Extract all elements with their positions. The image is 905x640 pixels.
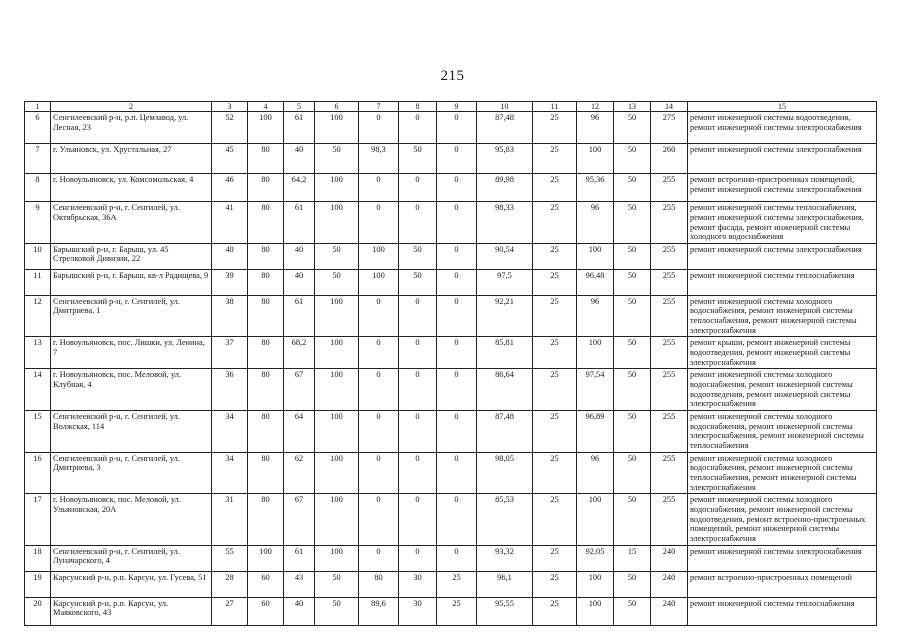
row-number: 12 <box>25 295 51 337</box>
value-cell: 97,5 <box>477 269 533 295</box>
value-cell: 100 <box>248 112 284 144</box>
value-cell: 50 <box>614 494 651 545</box>
value-cell: 25 <box>437 597 477 625</box>
table-row <box>25 243 877 269</box>
value-cell: 0 <box>399 452 437 494</box>
page-number: 215 <box>440 68 465 84</box>
value-cell: 50 <box>399 269 437 295</box>
value-cell: 0 <box>437 369 477 411</box>
row-number: 6 <box>25 112 51 144</box>
value-cell: 0 <box>437 174 477 202</box>
value-cell: 50 <box>315 144 359 174</box>
value-cell: 25 <box>533 452 577 494</box>
value-cell: 80 <box>248 369 284 411</box>
address-cell: г. Ульяновск, ул. Хрустальная, 27 <box>51 144 212 174</box>
score-cell: 260 <box>651 144 688 174</box>
value-cell: 0 <box>399 202 437 244</box>
value-cell: 95,36 <box>577 174 614 202</box>
table-row <box>25 369 877 411</box>
value-cell: 40 <box>284 144 315 174</box>
address-cell: Сенгилеевский р-н, г. Сенгилей, ул. Луначарского, 4 <box>51 545 212 571</box>
value-cell: 96,89 <box>577 411 614 453</box>
value-cell: 92,21 <box>477 295 533 337</box>
value-cell: 95,55 <box>477 597 533 625</box>
value-cell: 38 <box>212 295 248 337</box>
table-row <box>25 112 877 144</box>
value-cell: 40 <box>284 243 315 269</box>
column-header: 7 <box>359 102 399 112</box>
column-header: 8 <box>399 102 437 112</box>
score-cell: 255 <box>651 452 688 494</box>
value-cell: 39 <box>212 269 248 295</box>
value-cell: 25 <box>533 112 577 144</box>
works-cell: ремонт инженерной системы электроснабжения <box>688 545 877 571</box>
value-cell: 0 <box>359 494 399 545</box>
value-cell: 50 <box>614 597 651 625</box>
table-row <box>25 295 877 337</box>
value-cell: 0 <box>437 411 477 453</box>
score-cell: 255 <box>651 411 688 453</box>
score-cell: 255 <box>651 202 688 244</box>
value-cell: 67 <box>284 494 315 545</box>
value-cell: 25 <box>533 295 577 337</box>
value-cell: 0 <box>359 112 399 144</box>
column-header: 5 <box>284 102 315 112</box>
column-header: 1 <box>25 102 51 112</box>
value-cell: 25 <box>533 269 577 295</box>
table-row <box>25 411 877 453</box>
address-cell: Карсунский р-н, р.п. Карсун, ул. Гусева, 51 <box>51 571 212 597</box>
value-cell: 0 <box>359 337 399 369</box>
address-cell: г. Новоульяновск, пос. Меловой, ул. Клубная, 4 <box>51 369 212 411</box>
value-cell: 50 <box>614 243 651 269</box>
column-header: 10 <box>477 102 533 112</box>
row-number: 18 <box>25 545 51 571</box>
value-cell: 95,83 <box>477 144 533 174</box>
value-cell: 80 <box>248 202 284 244</box>
score-cell: 275 <box>651 112 688 144</box>
value-cell: 50 <box>614 269 651 295</box>
value-cell: 62 <box>284 452 315 494</box>
value-cell: 100 <box>359 243 399 269</box>
value-cell: 0 <box>399 369 437 411</box>
value-cell: 100 <box>577 494 614 545</box>
value-cell: 100 <box>315 494 359 545</box>
address-cell: г. Новоульяновск, ул. Комсомольская, 4 <box>51 174 212 202</box>
address-cell: Сенгилеевский р-н, г. Сенгилей, ул. Дмитриева, 1 <box>51 295 212 337</box>
value-cell: 100 <box>315 174 359 202</box>
score-cell: 255 <box>651 369 688 411</box>
column-header: 6 <box>315 102 359 112</box>
value-cell: 92,05 <box>577 545 614 571</box>
value-cell: 43 <box>284 571 315 597</box>
value-cell: 100 <box>315 411 359 453</box>
value-cell: 0 <box>359 411 399 453</box>
works-cell: ремонт инженерной системы холодного водоснабжения, ремонт инженерной системы теплоснабжения, ремонт инженерной системы электроснабжения <box>688 452 877 494</box>
value-cell: 98,05 <box>477 452 533 494</box>
value-cell: 25 <box>533 494 577 545</box>
value-cell: 50 <box>614 337 651 369</box>
row-number: 19 <box>25 571 51 597</box>
value-cell: 100 <box>577 597 614 625</box>
row-number: 10 <box>25 243 51 269</box>
value-cell: 80 <box>359 571 399 597</box>
value-cell: 100 <box>577 243 614 269</box>
value-cell: 0 <box>437 202 477 244</box>
value-cell: 50 <box>315 269 359 295</box>
value-cell: 61 <box>284 545 315 571</box>
column-header: 2 <box>51 102 212 112</box>
value-cell: 0 <box>437 295 477 337</box>
value-cell: 0 <box>359 295 399 337</box>
value-cell: 68,2 <box>284 337 315 369</box>
score-cell: 255 <box>651 174 688 202</box>
table-row <box>25 202 877 244</box>
address-cell: Барышский р-н, г. Барыш, ул. 45 Стрелковой Дивизии, 22 <box>51 243 212 269</box>
works-cell: ремонт инженерной системы водоотведения, ремонт инженерной системы электроснабжения <box>688 112 877 144</box>
value-cell: 25 <box>533 545 577 571</box>
value-cell: 100 <box>315 295 359 337</box>
score-cell: 240 <box>651 545 688 571</box>
row-number: 7 <box>25 144 51 174</box>
value-cell: 50 <box>614 411 651 453</box>
column-header: 11 <box>533 102 577 112</box>
score-cell: 255 <box>651 337 688 369</box>
column-header: 15 <box>688 102 877 112</box>
value-cell: 0 <box>437 337 477 369</box>
value-cell: 96 <box>577 202 614 244</box>
value-cell: 50 <box>614 112 651 144</box>
value-cell: 96 <box>577 452 614 494</box>
table-row <box>25 452 877 494</box>
table-header-row <box>25 102 877 112</box>
works-cell: ремонт инженерной системы холодного водоснабжения, ремонт инженерной системы водоотведения, ремонт встроенно-пристроенных помещений, ремонт инженерной системы электроснабжения <box>688 494 877 545</box>
value-cell: 80 <box>248 411 284 453</box>
value-cell: 86,64 <box>477 369 533 411</box>
value-cell: 61 <box>284 112 315 144</box>
value-cell: 96 <box>577 112 614 144</box>
value-cell: 87,48 <box>477 411 533 453</box>
column-header: 3 <box>212 102 248 112</box>
table-row <box>25 597 877 625</box>
value-cell: 41 <box>212 202 248 244</box>
value-cell: 0 <box>399 174 437 202</box>
value-cell: 100 <box>359 269 399 295</box>
value-cell: 50 <box>614 571 651 597</box>
column-header: 13 <box>614 102 651 112</box>
row-number: 14 <box>25 369 51 411</box>
address-cell: Сенгилеевский р-н, г. Сенгилей, ул. Октябрьская, 36А <box>51 202 212 244</box>
value-cell: 85,81 <box>477 337 533 369</box>
value-cell: 40 <box>284 597 315 625</box>
value-cell: 50 <box>614 452 651 494</box>
row-number: 15 <box>25 411 51 453</box>
value-cell: 96 <box>577 295 614 337</box>
value-cell: 28 <box>212 571 248 597</box>
value-cell: 64 <box>284 411 315 453</box>
value-cell: 100 <box>315 545 359 571</box>
value-cell: 80 <box>248 452 284 494</box>
table-row <box>25 571 877 597</box>
value-cell: 67 <box>284 369 315 411</box>
value-cell: 89,98 <box>477 174 533 202</box>
value-cell: 0 <box>437 452 477 494</box>
value-cell: 30 <box>399 571 437 597</box>
value-cell: 0 <box>399 494 437 545</box>
value-cell: 0 <box>399 411 437 453</box>
value-cell: 100 <box>248 545 284 571</box>
address-cell: г. Новоульяновск, пос. Меловой, ул. Ульяновская, 20А <box>51 494 212 545</box>
value-cell: 64,2 <box>284 174 315 202</box>
value-cell: 80 <box>248 337 284 369</box>
value-cell: 96,1 <box>477 571 533 597</box>
value-cell: 85,53 <box>477 494 533 545</box>
value-cell: 25 <box>533 202 577 244</box>
value-cell: 97,54 <box>577 369 614 411</box>
value-cell: 31 <box>212 494 248 545</box>
value-cell: 27 <box>212 597 248 625</box>
works-cell: ремонт инженерной системы электроснабжения <box>688 144 877 174</box>
address-cell: г. Новоульяновск, пос. Лишки, ул. Ленина, 7 <box>51 337 212 369</box>
value-cell: 0 <box>359 452 399 494</box>
works-cell: ремонт встроенно-пристроенных помещений, ремонт инженерной системы электроснабжения <box>688 174 877 202</box>
table-row <box>25 337 877 369</box>
value-cell: 96,48 <box>577 269 614 295</box>
row-number: 9 <box>25 202 51 244</box>
works-cell: ремонт инженерной системы электроснабжения <box>688 243 877 269</box>
value-cell: 50 <box>614 369 651 411</box>
value-cell: 87,48 <box>477 112 533 144</box>
address-cell: Карсунский р-н, р.п. Карсун, ул. Маяковского, 43 <box>51 597 212 625</box>
row-number: 8 <box>25 174 51 202</box>
value-cell: 50 <box>315 597 359 625</box>
value-cell: 25 <box>533 144 577 174</box>
row-number: 11 <box>25 269 51 295</box>
value-cell: 40 <box>284 269 315 295</box>
score-cell: 255 <box>651 494 688 545</box>
value-cell: 34 <box>212 411 248 453</box>
value-cell: 100 <box>315 202 359 244</box>
value-cell: 0 <box>437 144 477 174</box>
value-cell: 50 <box>315 243 359 269</box>
value-cell: 100 <box>577 571 614 597</box>
value-cell: 61 <box>284 202 315 244</box>
works-cell: ремонт инженерной системы холодного водоснабжения, ремонт инженерной системы электроснабжения, ремонт инженерной системы теплоснабжения <box>688 411 877 453</box>
works-cell: ремонт инженерной системы теплоснабжения <box>688 269 877 295</box>
value-cell: 30 <box>399 597 437 625</box>
value-cell: 89,6 <box>359 597 399 625</box>
value-cell: 93,32 <box>477 545 533 571</box>
works-cell: ремонт инженерной системы теплоснабжения, ремонт инженерной системы электроснабжения, ремонт фасада, ремонт инженерной системы холодного водоснабжения <box>688 202 877 244</box>
value-cell: 98,33 <box>477 202 533 244</box>
value-cell: 100 <box>577 337 614 369</box>
value-cell: 0 <box>437 243 477 269</box>
row-number: 20 <box>25 597 51 625</box>
works-cell: ремонт инженерной системы холодного водоснабжения, ремонт инженерной системы теплоснабжения, ремонт инженерной системы электроснабжения <box>688 295 877 337</box>
value-cell: 50 <box>614 202 651 244</box>
value-cell: 34 <box>212 452 248 494</box>
value-cell: 0 <box>437 112 477 144</box>
value-cell: 0 <box>399 295 437 337</box>
column-header: 14 <box>651 102 688 112</box>
value-cell: 0 <box>359 545 399 571</box>
value-cell: 100 <box>315 337 359 369</box>
value-cell: 40 <box>212 243 248 269</box>
value-cell: 0 <box>399 337 437 369</box>
value-cell: 80 <box>248 243 284 269</box>
value-cell: 0 <box>437 494 477 545</box>
value-cell: 50 <box>315 571 359 597</box>
value-cell: 60 <box>248 597 284 625</box>
value-cell: 50 <box>614 144 651 174</box>
value-cell: 80 <box>248 269 284 295</box>
value-cell: 25 <box>533 411 577 453</box>
value-cell: 46 <box>212 174 248 202</box>
value-cell: 36 <box>212 369 248 411</box>
value-cell: 0 <box>399 112 437 144</box>
works-cell: ремонт встроенно-пристроенных помещений <box>688 571 877 597</box>
table-row <box>25 174 877 202</box>
column-header: 9 <box>437 102 477 112</box>
score-cell: 255 <box>651 243 688 269</box>
housing-repair-table <box>24 101 877 626</box>
column-header: 12 <box>577 102 614 112</box>
value-cell: 80 <box>248 494 284 545</box>
value-cell: 61 <box>284 295 315 337</box>
table-row <box>25 144 877 174</box>
row-number: 17 <box>25 494 51 545</box>
value-cell: 0 <box>399 545 437 571</box>
score-cell: 240 <box>651 571 688 597</box>
value-cell: 60 <box>248 571 284 597</box>
value-cell: 98,3 <box>359 144 399 174</box>
value-cell: 0 <box>437 269 477 295</box>
value-cell: 0 <box>359 202 399 244</box>
value-cell: 25 <box>533 243 577 269</box>
column-header: 4 <box>248 102 284 112</box>
row-number: 16 <box>25 452 51 494</box>
value-cell: 25 <box>533 571 577 597</box>
value-cell: 50 <box>614 295 651 337</box>
value-cell: 100 <box>315 452 359 494</box>
value-cell: 37 <box>212 337 248 369</box>
value-cell: 25 <box>533 337 577 369</box>
value-cell: 80 <box>248 174 284 202</box>
score-cell: 240 <box>651 597 688 625</box>
score-cell: 255 <box>651 269 688 295</box>
value-cell: 55 <box>212 545 248 571</box>
value-cell: 80 <box>248 295 284 337</box>
row-number: 13 <box>25 337 51 369</box>
value-cell: 25 <box>437 571 477 597</box>
value-cell: 0 <box>359 174 399 202</box>
value-cell: 25 <box>533 597 577 625</box>
value-cell: 0 <box>437 545 477 571</box>
value-cell: 50 <box>614 174 651 202</box>
value-cell: 52 <box>212 112 248 144</box>
value-cell: 50 <box>399 144 437 174</box>
score-cell: 255 <box>651 295 688 337</box>
works-cell: ремонт крыши, ремонт инженерной системы водоотведения, ремонт инженерной системы электроснабжения <box>688 337 877 369</box>
table-row <box>25 269 877 295</box>
value-cell: 90,54 <box>477 243 533 269</box>
works-cell: ремонт инженерной системы холодного водоснабжения, ремонт инженерной системы водоотведения, ремонт инженерной системы электроснабжения <box>688 369 877 411</box>
address-cell: Сенгилеевский р-н, р.п. Цемзавод, ул. Лесная, 23 <box>51 112 212 144</box>
value-cell: 100 <box>315 112 359 144</box>
address-cell: Барышский р-н, г. Барыш, кв-л Радищева, 9 <box>51 269 212 295</box>
table-row <box>25 545 877 571</box>
value-cell: 45 <box>212 144 248 174</box>
value-cell: 25 <box>533 174 577 202</box>
value-cell: 25 <box>533 369 577 411</box>
address-cell: Сенгилеевский р-н, г. Сенгилей, ул. Дмитриева, 3 <box>51 452 212 494</box>
value-cell: 15 <box>614 545 651 571</box>
value-cell: 80 <box>248 144 284 174</box>
value-cell: 50 <box>399 243 437 269</box>
value-cell: 100 <box>577 144 614 174</box>
table-row <box>25 494 877 545</box>
works-cell: ремонт инженерной системы теплоснабжения <box>688 597 877 625</box>
address-cell: Сенгилеевский р-н, г. Сенгилей, ул. Волжская, 114 <box>51 411 212 453</box>
value-cell: 100 <box>315 369 359 411</box>
value-cell: 0 <box>359 369 399 411</box>
